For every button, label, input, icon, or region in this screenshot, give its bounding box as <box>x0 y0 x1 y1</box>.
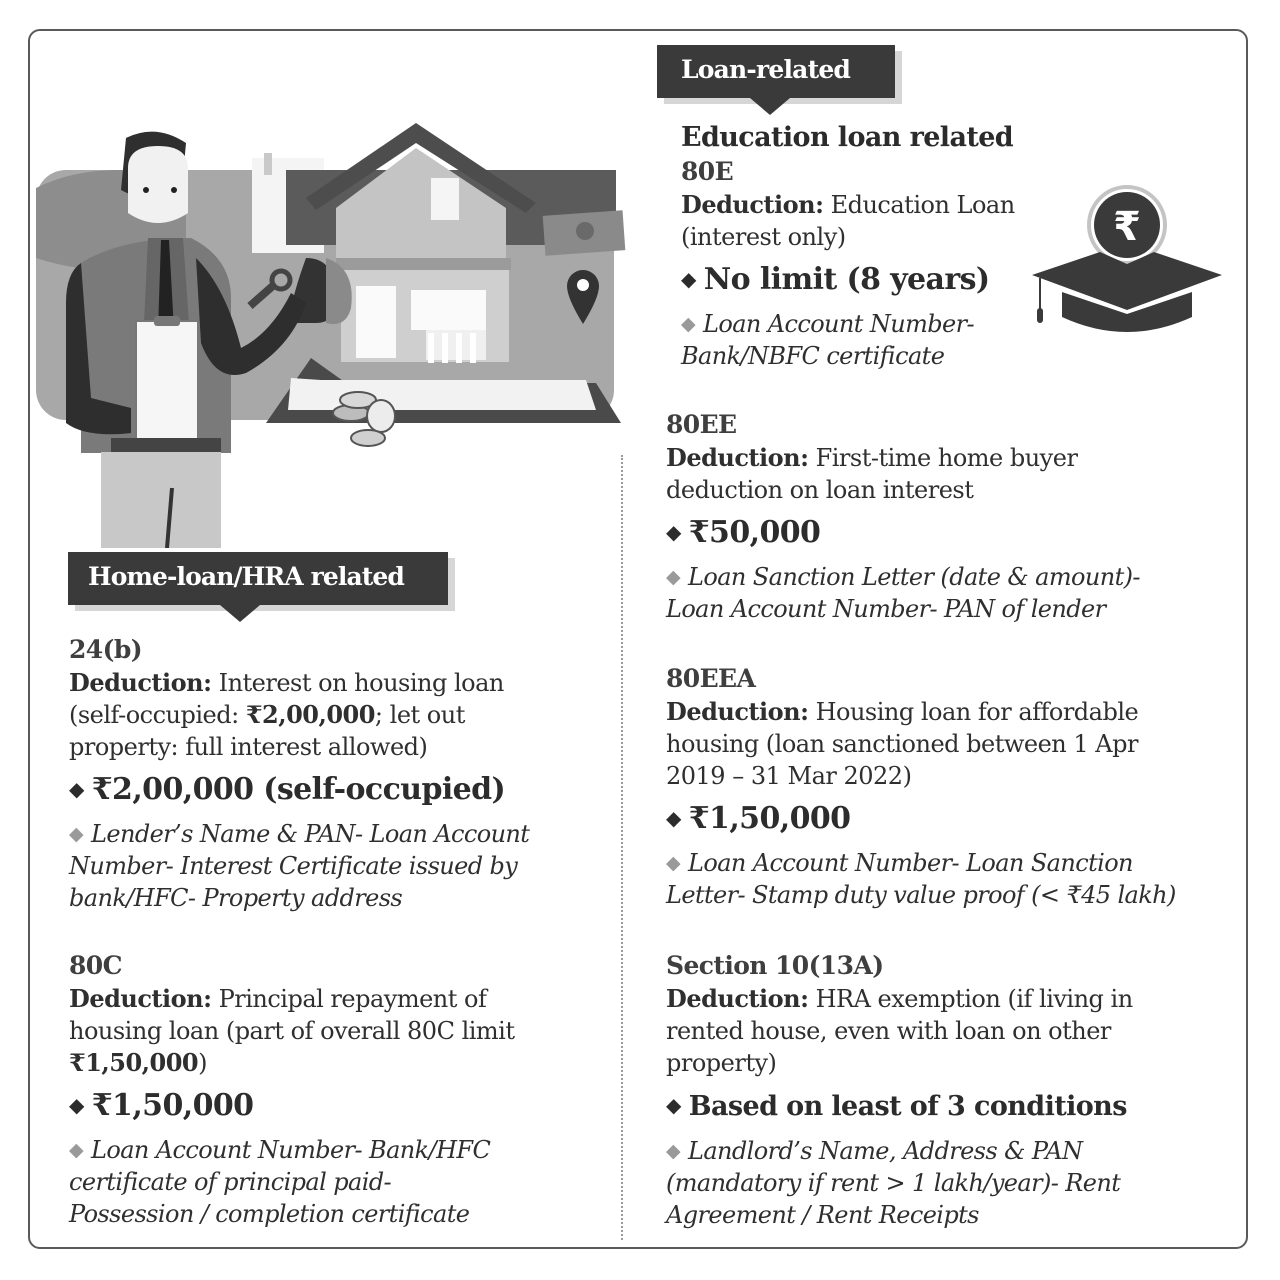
column-divider <box>621 455 623 1240</box>
desc-text: ) <box>198 1049 207 1077</box>
limit-value: No limit (8 years) <box>703 262 990 297</box>
deduction-limit <box>666 1085 1236 1127</box>
section-code: 80EEA <box>666 664 756 693</box>
doc-text: bank/HFC- Property address <box>69 884 403 912</box>
doc-text: Landlord’s Name, Address & PAN <box>688 1137 1083 1165</box>
limit-value: Based on least of 3 conditions <box>688 1091 1127 1122</box>
bullet-icon: ◆ <box>681 267 696 291</box>
doc-text: Loan Account Number- Bank/HFC <box>91 1136 491 1164</box>
doc-text: Loan Account Number- <box>703 310 975 338</box>
desc-text: deduction on loan interest <box>666 476 974 504</box>
loan-related-tag <box>657 45 895 98</box>
deduction-description <box>666 696 1236 792</box>
bullet-icon: ◆ <box>666 1093 681 1117</box>
deduction-label: Deduction: <box>666 984 809 1013</box>
bullet-icon: ◆ <box>681 313 696 335</box>
deduction-label: Deduction: <box>69 984 212 1013</box>
bullet-icon: ◆ <box>69 1139 84 1161</box>
bullet-icon: ◆ <box>666 806 681 830</box>
doc-text: Possession / completion certificate <box>69 1200 470 1228</box>
desc-text: 2019 – 31 Mar 2022) <box>666 762 912 790</box>
desc-text: property) <box>666 1049 777 1077</box>
limit-value: ₹1,50,000 <box>91 1088 254 1123</box>
bullet-icon: ◆ <box>69 777 84 801</box>
desc-text: Housing loan for affordable <box>808 698 1139 726</box>
doc-text: Lender’s Name & PAN- Loan Account <box>91 820 530 848</box>
doc-text: certificate of principal paid- <box>69 1168 392 1196</box>
deduction-limit <box>666 512 1236 553</box>
desc-text: HRA exemption (if living in <box>808 985 1133 1013</box>
desc-text: ; let out <box>374 701 465 729</box>
section-80c <box>69 949 614 1230</box>
bullet-icon: ◆ <box>666 520 681 544</box>
required-documents <box>69 818 614 914</box>
deduction-description <box>69 983 614 1079</box>
deduction-description <box>681 189 1041 253</box>
required-documents <box>681 308 1041 372</box>
tag-pointer <box>220 605 260 622</box>
section-80eea <box>666 662 1236 911</box>
deduction-label: Deduction: <box>666 697 809 726</box>
doc-text: Letter- Stamp duty value proof (< ₹45 lakh) <box>666 881 1176 909</box>
section-80ee <box>666 408 1236 625</box>
home-loan-hra-tag <box>68 552 448 605</box>
section-80e <box>681 121 1041 372</box>
desc-amount: ₹1,50,000 <box>69 1048 199 1077</box>
doc-text: (mandatory if rent > 1 lakh/year)- Rent <box>666 1169 1121 1197</box>
deduction-limit <box>69 769 614 810</box>
home-loan-tag-label: Home-loan/HRA related <box>88 562 405 591</box>
loan-related-tag-label: Loan-related <box>681 55 851 84</box>
bullet-icon: ◆ <box>69 1093 84 1117</box>
desc-text: Principal repayment of <box>211 985 487 1013</box>
desc-text: housing (loan sanctioned between 1 Apr <box>666 730 1138 758</box>
deduction-description <box>666 442 1236 506</box>
doc-text: Loan Sanction Letter (date & amount)- <box>688 563 1140 591</box>
deduction-limit <box>666 798 1236 839</box>
deduction-description <box>69 667 614 763</box>
section-code: 80EE <box>666 410 737 439</box>
section-10-13a <box>666 949 1236 1231</box>
limit-value: ₹1,50,000 <box>688 801 851 836</box>
desc-text: Education Loan <box>823 191 1015 219</box>
desc-text: Interest on housing loan <box>211 669 504 697</box>
required-documents <box>666 847 1236 911</box>
section-code: 80E <box>681 157 734 186</box>
section-code: 80C <box>69 951 122 980</box>
deduction-label: Deduction: <box>69 668 212 697</box>
desc-text: (interest only) <box>681 223 846 251</box>
education-loan-title: Education loan related <box>681 122 1014 153</box>
desc-text: (self-occupied: <box>69 701 246 729</box>
bullet-icon: ◆ <box>69 823 84 845</box>
doc-text: Loan Account Number- PAN of lender <box>666 595 1106 623</box>
man-with-house-illustration <box>36 118 626 548</box>
required-documents <box>666 561 1236 625</box>
doc-text: Agreement / Rent Receipts <box>666 1201 979 1229</box>
desc-text: First-time home buyer <box>808 444 1078 472</box>
bullet-icon: ◆ <box>666 852 681 874</box>
section-code: 24(b) <box>69 635 142 664</box>
deduction-label: Deduction: <box>666 443 809 472</box>
doc-text: Number- Interest Certificate issued by <box>69 852 518 880</box>
required-documents <box>666 1135 1236 1231</box>
required-documents <box>69 1134 614 1230</box>
svg-text:₹: ₹ <box>1113 204 1141 250</box>
desc-text: property: full interest allowed) <box>69 733 428 761</box>
doc-text: Loan Account Number- Loan Sanction <box>688 849 1133 877</box>
desc-text: housing loan (part of overall 80C limit <box>69 1017 515 1045</box>
bullet-icon: ◆ <box>666 1140 681 1162</box>
limit-value: ₹2,00,000 (self-occupied) <box>91 772 506 807</box>
deduction-description <box>666 983 1236 1079</box>
deduction-limit <box>69 1085 614 1126</box>
desc-amount: ₹2,00,000 <box>245 700 375 729</box>
graduation-cap-rupee-icon <box>1030 180 1225 340</box>
deduction-label: Deduction: <box>681 190 824 219</box>
deduction-limit <box>681 259 1041 300</box>
bullet-icon: ◆ <box>666 566 681 588</box>
limit-value: ₹50,000 <box>688 515 821 550</box>
section-24b <box>69 633 614 914</box>
doc-text: Bank/NBFC certificate <box>681 342 945 370</box>
tag-pointer <box>750 98 790 115</box>
section-code: Section 10(13A) <box>666 951 884 980</box>
desc-text: rented house, even with loan on other <box>666 1017 1111 1045</box>
